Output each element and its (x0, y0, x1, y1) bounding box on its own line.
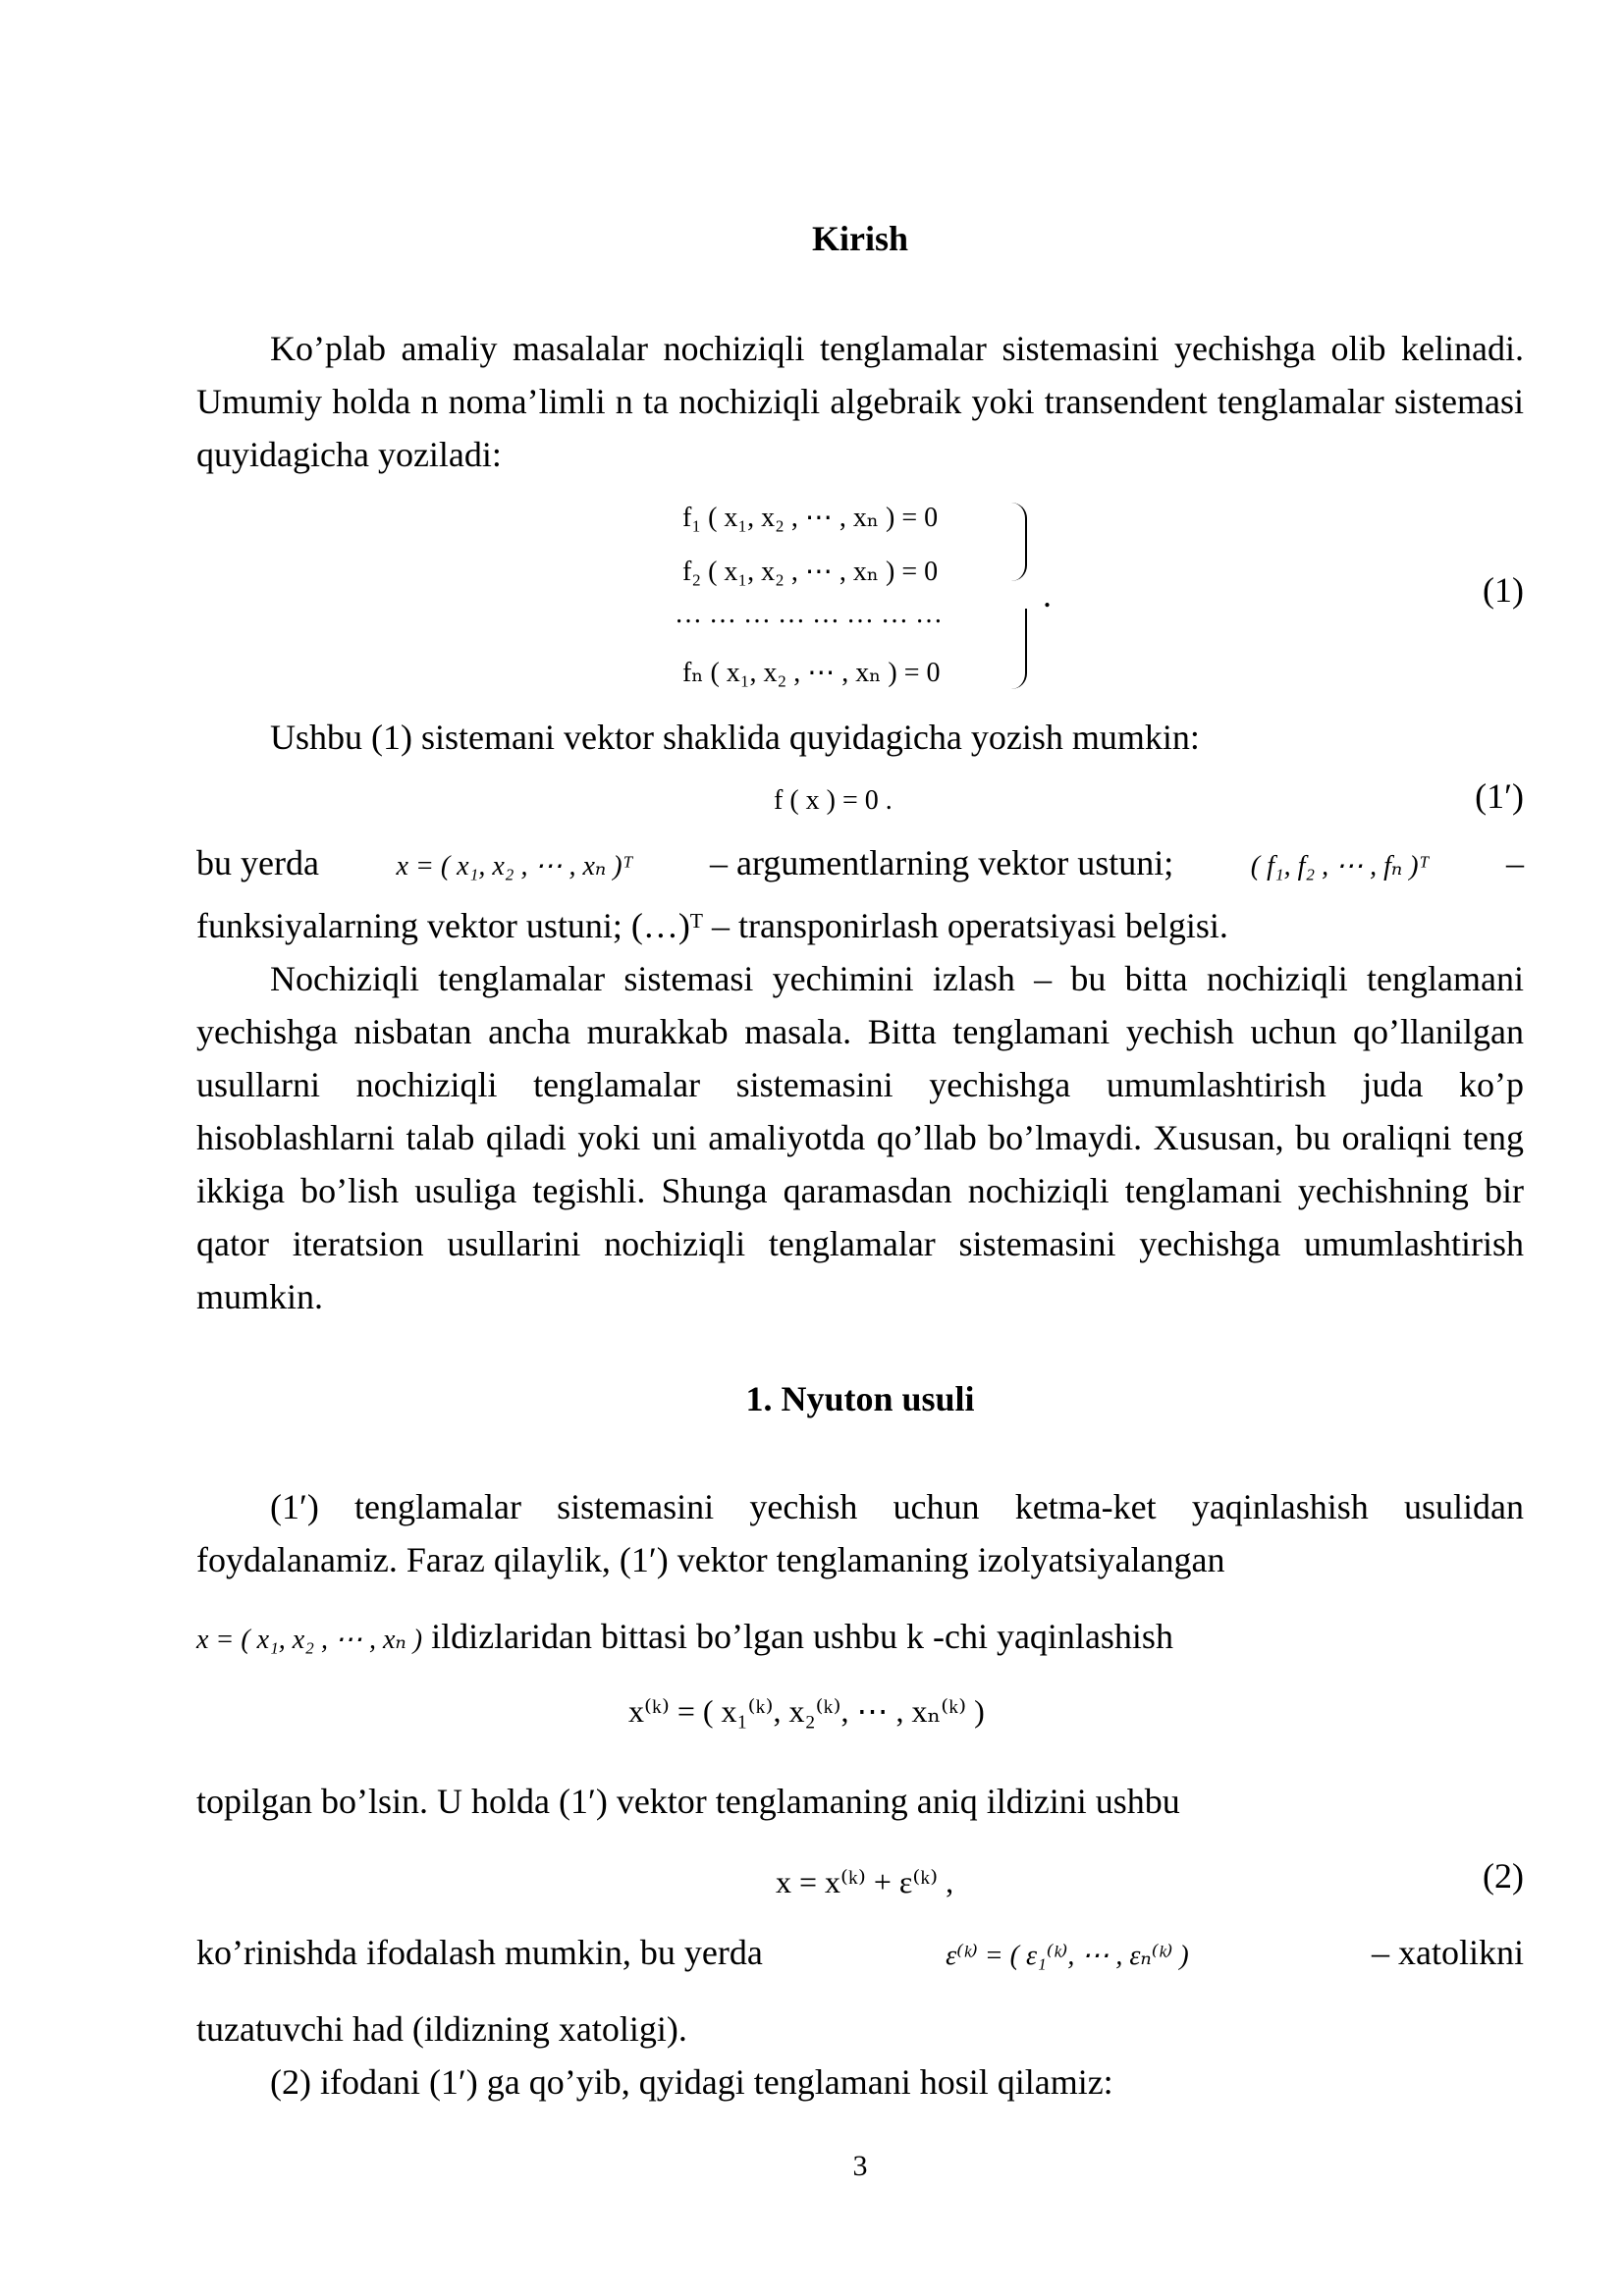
paragraph-intro-text: Ko’plab amaliy masalalar nochiziqli tenglamalar sistemasini yechishga olib kelinadi. Umumiy holda n noma’limli n ta nochiziqli algebraik yoki transendent tenglamalar sistemasi quyidagicha yoziladi: (196, 329, 1524, 474)
page-number: 3 (852, 2150, 868, 2182)
equation-number-2: (2) (1483, 1856, 1524, 1896)
def-text-a: bu yerda (196, 843, 319, 882)
system-eq2: f₂ ( x₁, x₂ , ⋯ , xₙ ) = 0 (682, 557, 939, 587)
system-eq1: f₁ ( x₁, x₂ , ⋯ , xₙ ) = 0 (682, 503, 939, 533)
paragraph-newton-root-line (196, 1610, 1524, 1667)
brace-bottom (1009, 609, 1027, 689)
brace-top (1009, 503, 1027, 581)
title-heading: Kirish (811, 219, 908, 258)
error-text-a: ko’rinishda ifodalash mumkin, bu yerda (196, 1933, 763, 1972)
paragraph-difficulty-text: Nochiziqli tenglamalar sistemasi yechimini izlash – bu bitta nochiziqli tenglamani yechishga nisbatan ancha murakkab masala. Bitta tenglamani yechish uchun qo’llanilgan usullarni nochiziqli tenglamalar sistemasini yechishga umumlashtirish juda ko’p hisoblashlarni talab qiladi yoki uni amaliyotda qo’llab bo’lmaydi. Xususan, bu oraliqni teng ikkiga bo’lish usuliga tegishli. Shunga qaramasdan nochiziqli tenglamani yechishning bir qator iteratsion usullarini nochiziqli tenglamalar sistemasini yechishga umumlashtirish mumkin. (196, 959, 1524, 1316)
equation-2: x = x⁽ᵏ⁾ + ε⁽ᵏ⁾ , (776, 1864, 954, 1899)
paragraph-error-line1 (196, 1926, 1524, 1983)
equation-number-1prime: (1′) (1475, 776, 1524, 816)
error-text-b: – xatolikni (1371, 1933, 1524, 1972)
equation-xk: x⁽ᵏ⁾ = ( x₁⁽ᵏ⁾, x₂⁽ᵏ⁾, ⋯ , xₙ⁽ᵏ⁾ ) (628, 1693, 985, 1729)
paragraph-substitute-text: (2) ifodani (1′) ga qo’yib, qyidagi tenglamani hosil qilamiz: (270, 2062, 1113, 2102)
x-vector-definition: x = ( x₁, x₂ , ⋯ , xₙ )ᵀ (396, 851, 633, 881)
f-vector-definition: ( f₁, f₂ , ⋯ , fₙ )ᵀ (1250, 851, 1430, 881)
equation-vector: f ( x ) = 0 . (774, 785, 893, 816)
system-eqn: fₙ ( x₁, x₂ , ⋯ , xₙ ) = 0 (682, 658, 941, 688)
equation-number-1: (1) (1483, 570, 1524, 610)
paragraph-intro (196, 322, 1524, 481)
paragraph-newton-intro (196, 1480, 1524, 1586)
paragraph-newton-rest: ildizlaridan bittasi bo’lgan ushbu k -chi yaqinlashish (431, 1617, 1173, 1656)
paragraph-definitions-line1 (196, 836, 1524, 893)
system-dots: … … … … … … … … (675, 599, 943, 629)
x-root-definition: x = ( x₁, x₂ , ⋯ , xₙ ) (196, 1625, 423, 1655)
paragraph-vector-form-text: Ushbu (1) sistemani vektor shaklida quyidagicha yozish mumkin: (270, 718, 1200, 757)
system-period: . (1043, 575, 1052, 614)
paragraph-substitute (196, 2056, 1524, 2109)
epsilon-definition: ε⁽ᵏ⁾ = ( ε₁⁽ᵏ⁾, ⋯ , εₙ⁽ᵏ⁾ ) (946, 1941, 1189, 1971)
paragraph-vector-form (196, 711, 1524, 764)
paragraph-found: topilgan bo’lsin. U holda (1′) vektor tenglamaning aniq ildizini ushbu (196, 1782, 1180, 1821)
def-text-c: – (1505, 843, 1524, 882)
page (196, 0, 1524, 2296)
paragraph-error-line2: tuzatuvchi had (ildizning xatoligi). (196, 2009, 687, 2049)
paragraph-difficulty (196, 952, 1524, 1323)
paragraph-definitions-line2: funksiyalarning vektor ustuni; (…)ᵀ – transponirlash operatsiyasi belgisi. (196, 906, 1228, 945)
paragraph-newton-intro-text: (1′) tenglamalar sistemasini yechish uchun ketma-ket yaqinlashish usulidan foydalanamiz. Faraz qilaylik, (1′) vektor tenglamaning izolyatsiyalangan (196, 1487, 1524, 1579)
def-text-b: – argumentlarning vektor ustuni; (709, 843, 1174, 882)
section-heading-newton: 1. Nyuton usuli (745, 1379, 975, 1418)
